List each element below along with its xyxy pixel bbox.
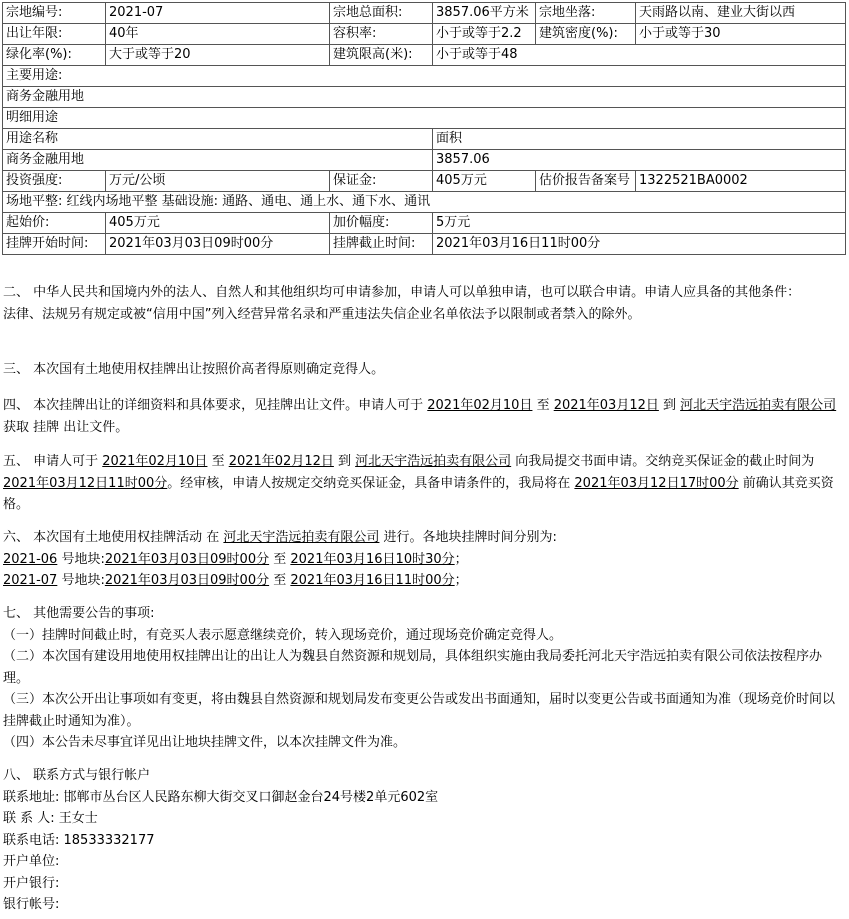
value-use-name: 商务金融用地 bbox=[3, 150, 433, 171]
section-2-line-1: 二、 中华人民共和国境内外的法人、自然人和其他组织均可申请参加，申请人可以单独申请，也可以联合申请。申请人应具备的其他条件： bbox=[3, 285, 801, 300]
company-name: 河北天宇浩远拍卖有限公司 bbox=[680, 398, 837, 413]
label-increment: 加价幅度: bbox=[330, 213, 433, 234]
label-parcel-no: 宗地编号: bbox=[3, 3, 106, 24]
label-location: 宗地坐落: bbox=[536, 3, 636, 24]
contact-phone: 联系电话: 18533332177 bbox=[3, 832, 155, 848]
section-6-text: 六、 本次国有土地使用权挂牌活动 在 bbox=[3, 530, 224, 545]
section-2 bbox=[3, 282, 846, 325]
value-investment: 万元/公顷 bbox=[106, 171, 330, 192]
section-5-text: 至 bbox=[207, 454, 229, 469]
value-listing-end: 2021年03月16日11时00分 bbox=[433, 234, 846, 255]
section-7-heading: 七、 其他需要公告的事项: bbox=[3, 606, 155, 621]
label-term: 出让年限: bbox=[3, 24, 106, 45]
value-term: 40年 bbox=[106, 24, 330, 45]
label-listing-end: 挂牌截止时间: bbox=[330, 234, 433, 255]
label-appraisal-no: 估价报告备案号 bbox=[536, 171, 636, 192]
parcel-end: 2021年03月16日11时00分 bbox=[290, 573, 455, 588]
section-4-text: 到 bbox=[658, 398, 681, 413]
section-4-text: 四、 本次挂牌出让的详细资料和具体要求，见挂牌出让文件。申请人可于 bbox=[3, 398, 428, 413]
section-4-text: 获取 挂牌 出让文件。 bbox=[3, 419, 129, 435]
parcel-to: 至 bbox=[269, 551, 291, 567]
section-4 bbox=[3, 395, 846, 438]
section-7-item-1: （一）挂牌时间截止时，有竞买人表示愿意继续竞价，转入现场竞价，通过现场竞价确定竞得人。 bbox=[3, 627, 563, 643]
parcel-terminator: ； bbox=[454, 573, 468, 588]
parcel-code: 2021-07 bbox=[3, 573, 58, 588]
parcel-code: 2021-06 bbox=[3, 551, 58, 567]
account-number: 银行帐号: bbox=[3, 897, 60, 912]
section-6-text: 进行。各地块挂牌时间分别为: bbox=[379, 530, 557, 545]
label-total-area: 宗地总面积: bbox=[330, 3, 433, 24]
parcel-start: 2021年03月03日09时00分 bbox=[104, 551, 270, 567]
parcel-label: 号地块: bbox=[57, 551, 105, 567]
date-end: 2021年02月12日 bbox=[228, 454, 334, 469]
label-listing-start: 挂牌开始时间: bbox=[3, 234, 106, 255]
value-appraisal-no: 1322521BA0002 bbox=[636, 171, 846, 192]
table-row bbox=[3, 66, 846, 87]
header-area: 面积 bbox=[433, 129, 846, 150]
section-5-text: 向我局提交书面申请。交纳竞买保证金的截止时间为 bbox=[511, 454, 815, 469]
value-green-rate: 大于或等于20 bbox=[106, 45, 330, 66]
parcel-start: 2021年03月03日09时00分 bbox=[104, 573, 270, 588]
table-row bbox=[3, 3, 846, 24]
parcel-schedule-row bbox=[3, 549, 846, 571]
section-5-text: 前确认其竞买资格。 bbox=[3, 475, 834, 512]
section-5-text: 五、 申请人可于 bbox=[3, 454, 103, 469]
value-far: 小于或等于2.2 bbox=[433, 24, 536, 45]
site-infrastructure: 场地平整: 红线内场地平整 基础设施: 通路、通电、通上水、通下水、通讯 bbox=[3, 192, 846, 213]
table-row bbox=[3, 129, 846, 150]
label-height-limit: 建筑限高(米): bbox=[330, 45, 433, 66]
table-row bbox=[3, 150, 846, 171]
section-5-text: 。经审核，申请人按规定交纳竞买保证金，具备申请条件的，我局将在 bbox=[167, 475, 575, 491]
section-5 bbox=[3, 451, 846, 516]
section-6 bbox=[3, 527, 846, 592]
table-row bbox=[3, 213, 846, 234]
section-7 bbox=[3, 603, 846, 754]
label-far: 容积率: bbox=[330, 24, 433, 45]
value-density: 小于或等于30 bbox=[636, 24, 846, 45]
table-row bbox=[3, 234, 846, 255]
label-investment: 投资强度: bbox=[3, 171, 106, 192]
header-use-name: 用途名称 bbox=[3, 129, 433, 150]
contact-address: 联系地址: 邯郸市丛台区人民路东柳大街交叉口御赵金台24号楼2单元602室 bbox=[3, 789, 439, 805]
section-4-text: 至 bbox=[532, 398, 554, 413]
value-use-area: 3857.06 bbox=[433, 150, 846, 171]
section-3-text: 三、 本次国有土地使用权挂牌出让按照价高者得原则确定竞得人。 bbox=[3, 362, 385, 377]
value-increment: 5万元 bbox=[433, 213, 846, 234]
table-row bbox=[3, 24, 846, 45]
company-name: 河北天宇浩远拍卖有限公司 bbox=[223, 530, 380, 545]
parcel-label: 号地块: bbox=[57, 573, 105, 588]
land-info-table bbox=[2, 2, 846, 255]
label-main-use: 主要用途: bbox=[3, 66, 846, 87]
company-name: 河北天宇浩远拍卖有限公司 bbox=[355, 454, 512, 469]
label-deposit: 保证金: bbox=[330, 171, 433, 192]
value-deposit: 405万元 bbox=[433, 171, 536, 192]
section-7-item-3: （三）本次公开出让事项如有变更，将由魏县自然资源和规划局发布变更公告或发出书面通知，届时以变更公告或书面通知为准（现场竞价时间以挂牌截止时通知为准）。 bbox=[3, 692, 836, 729]
table-row bbox=[3, 192, 846, 213]
section-7-item-2: （二）本次国有建设用地使用权挂牌出让的出让人为魏县自然资源和规划局，具体组织实施由我局委托河北天宇浩远拍卖有限公司依法按程序办理。 bbox=[3, 649, 823, 686]
section-3 bbox=[3, 359, 846, 381]
parcel-schedule-row bbox=[3, 570, 846, 592]
table-row bbox=[3, 171, 846, 192]
deposit-deadline: 2021年03月12日11时00分 bbox=[3, 475, 168, 491]
parcel-terminator: ； bbox=[454, 551, 468, 567]
value-parcel-no: 2021-07 bbox=[106, 3, 330, 24]
value-main-use: 商务金融用地 bbox=[3, 87, 846, 108]
value-location: 天雨路以南、建业大街以西 bbox=[636, 3, 846, 24]
qualification-deadline: 2021年03月12日17时00分 bbox=[574, 475, 739, 491]
account-bank: 开户银行: bbox=[3, 875, 60, 891]
table-row bbox=[3, 87, 846, 108]
label-start-price: 起始价: bbox=[3, 213, 106, 234]
parcel-end: 2021年03月16日10时30分 bbox=[290, 551, 455, 567]
value-total-area: 3857.06平方米 bbox=[433, 3, 536, 24]
label-detail-use: 明细用途 bbox=[3, 108, 846, 129]
label-green-rate: 绿化率(%): bbox=[3, 45, 106, 66]
account-unit: 开户单位: bbox=[3, 854, 60, 869]
section-7-item-4: （四）本公告未尽事宜详见出让地块挂牌文件，以本次挂牌文件为准。 bbox=[3, 735, 407, 750]
date-start: 2021年02月10日 bbox=[427, 398, 533, 413]
value-listing-start: 2021年03月03日09时00分 bbox=[106, 234, 330, 255]
section-8-heading: 八、 联系方式与银行帐户 bbox=[3, 768, 151, 783]
value-start-price: 405万元 bbox=[106, 213, 330, 234]
date-end: 2021年03月12日 bbox=[553, 398, 659, 413]
section-2-line-2: 法律、法规另有规定或被“信用中国”列入经营异常名录和严重违法失信企业名单依法予以限制或者禁入的除外。 bbox=[3, 306, 641, 322]
table-row bbox=[3, 108, 846, 129]
value-height-limit: 小于或等于48 bbox=[433, 45, 846, 66]
label-density: 建筑密度(%): bbox=[536, 24, 636, 45]
date-start: 2021年02月10日 bbox=[102, 454, 208, 469]
table-row bbox=[3, 45, 846, 66]
parcel-to: 至 bbox=[269, 573, 291, 588]
section-8 bbox=[3, 765, 846, 916]
section-5-text: 到 bbox=[333, 454, 356, 469]
contact-person: 联 系 人: 王女士 bbox=[3, 811, 98, 826]
